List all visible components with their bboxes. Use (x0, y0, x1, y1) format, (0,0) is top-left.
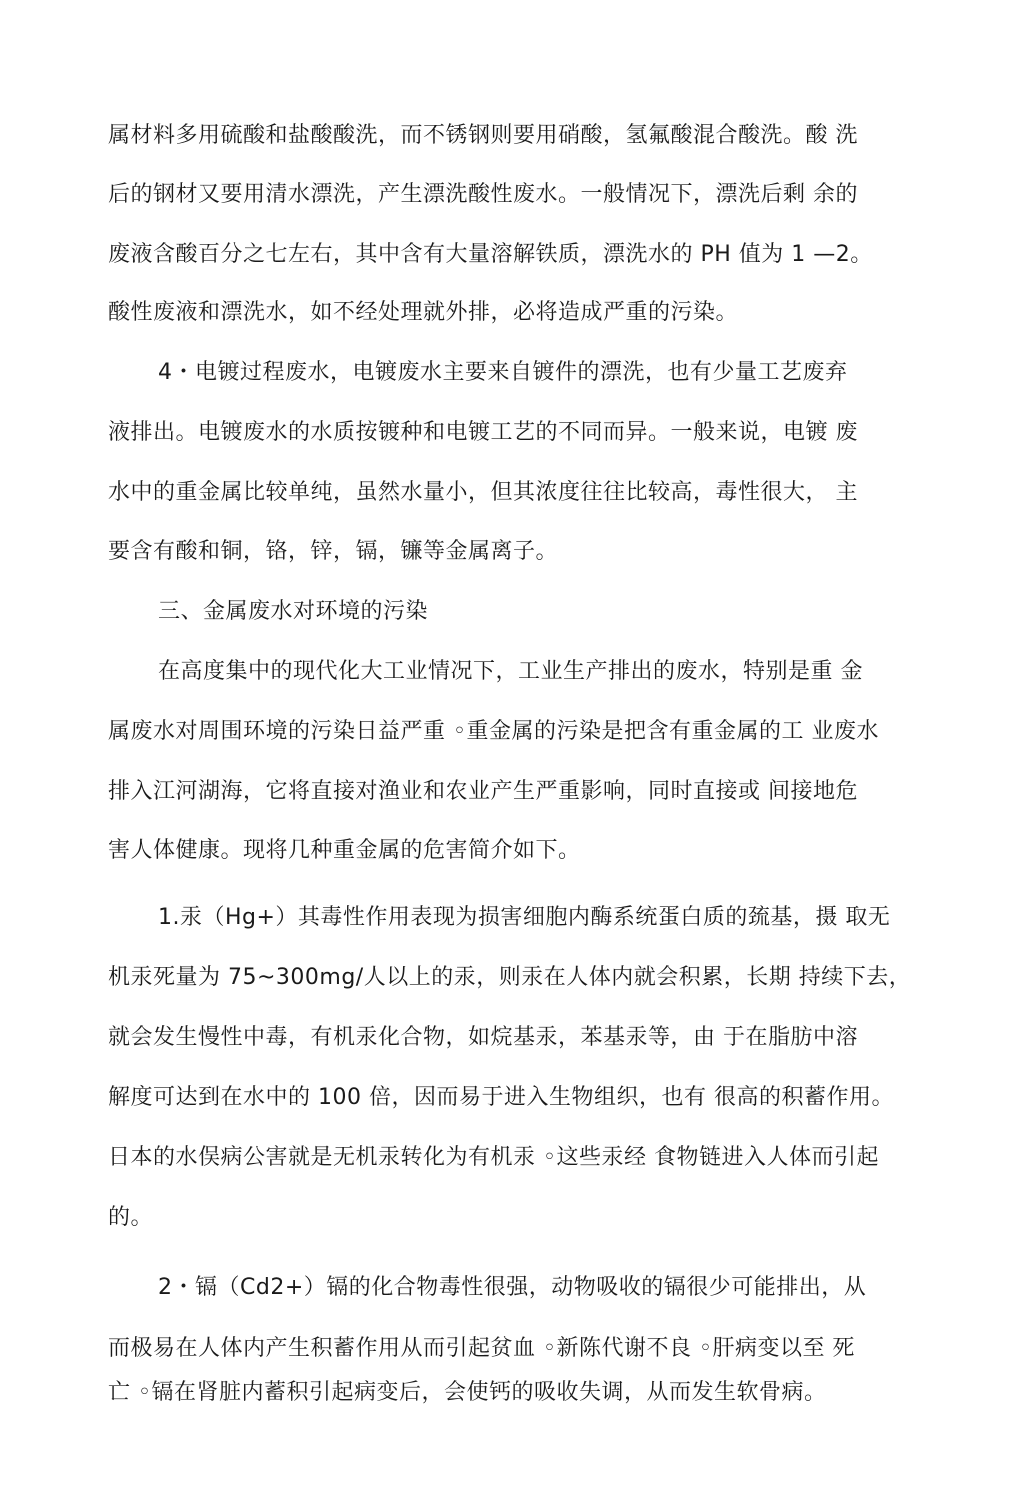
text-line: 要含有酸和铜，铬，锌，镉，镰等金属离子。 (108, 539, 559, 564)
section-heading: 三、金属废水对环境的污染 (158, 599, 429, 624)
text-line: 水中的重金属比较单纯，虽然水量小，但其浓度往往比较高，毒性很大， 主 (108, 480, 858, 505)
paragraph-start-line: 4・电镀过程废水，电镀废水主要来自镀件的漂洗，也有少量工艺废弃 (158, 360, 848, 385)
text-line: 而极易在人体内产生积蓄作用从而引起贫血 ◦新陈代谢不良 ◦肝病变以至 死 (108, 1336, 855, 1361)
paragraph-start-line: 在高度集中的现代化大工业情况下，工业生产排出的废水，特别是重 金 (158, 659, 863, 684)
text-line: 废液含酸百分之七左右，其中含有大量溶解铁质，漂洗水的 PH 值为 1 —2。 (108, 242, 873, 267)
text-line: 后的钢材又要用清水漂洗，产生漂洗酸性废水。一般情况下，漂洗后剩 余的 (108, 182, 858, 207)
paragraph-start-line: 1.汞（Hg+）其毒性作用表现为损害细胞内酶系统蛋白质的巯基，摄 取无 (158, 905, 891, 930)
text-line: 就会发生慢性中毒，有机汞化合物，如烷基汞，苯基汞等，由 于在脂肪中溶 (108, 1025, 858, 1050)
paragraph-start-line: 2・镉（Cd2+）镉的化合物毒性很强，动物吸收的镉很少可能排出，从 (158, 1275, 867, 1300)
text-line: 解度可达到在水中的 100 倍，因而易于进入生物组织，也有 很高的积蓄作用。 (108, 1085, 894, 1110)
text-line: 排入江河湖海，它将直接对渔业和农业产生严重影响，同时直接或 间接地危 (108, 779, 858, 804)
text-line: 酸性废液和漂洗水，如不经处理就外排，必将造成严重的污染。 (108, 300, 739, 325)
text-line: 日本的水俣病公害就是无机汞转化为有机汞 ◦这些汞经 食物链进入人体而引起 (108, 1145, 879, 1170)
text-line: 属废水对周围环境的污染日益严重 ◦重金属的污染是把含有重金属的工 业废水 (108, 719, 879, 744)
text-line: 亡 ◦镉在肾脏内蓄积引起病变后，会使钙的吸收失调，从而发生软骨病。 (108, 1380, 827, 1405)
text-line: 液排出。电镀废水的水质按镀种和电镀工艺的不同而异。一般来说，电镀 废 (108, 420, 858, 445)
text-line: 属材料多用硫酸和盐酸酸洗，而不锈钢则要用硝酸，氢氟酸混合酸洗。酸 洗 (108, 123, 858, 148)
text-line: 的。 (108, 1205, 154, 1230)
text-line: 害人体健康。现将几种重金属的危害简介如下。 (108, 838, 581, 863)
text-line: 机汞死量为 75~300mg/人以上的汞，则汞在人体内就会积累，长期 持续下去， (108, 965, 912, 990)
